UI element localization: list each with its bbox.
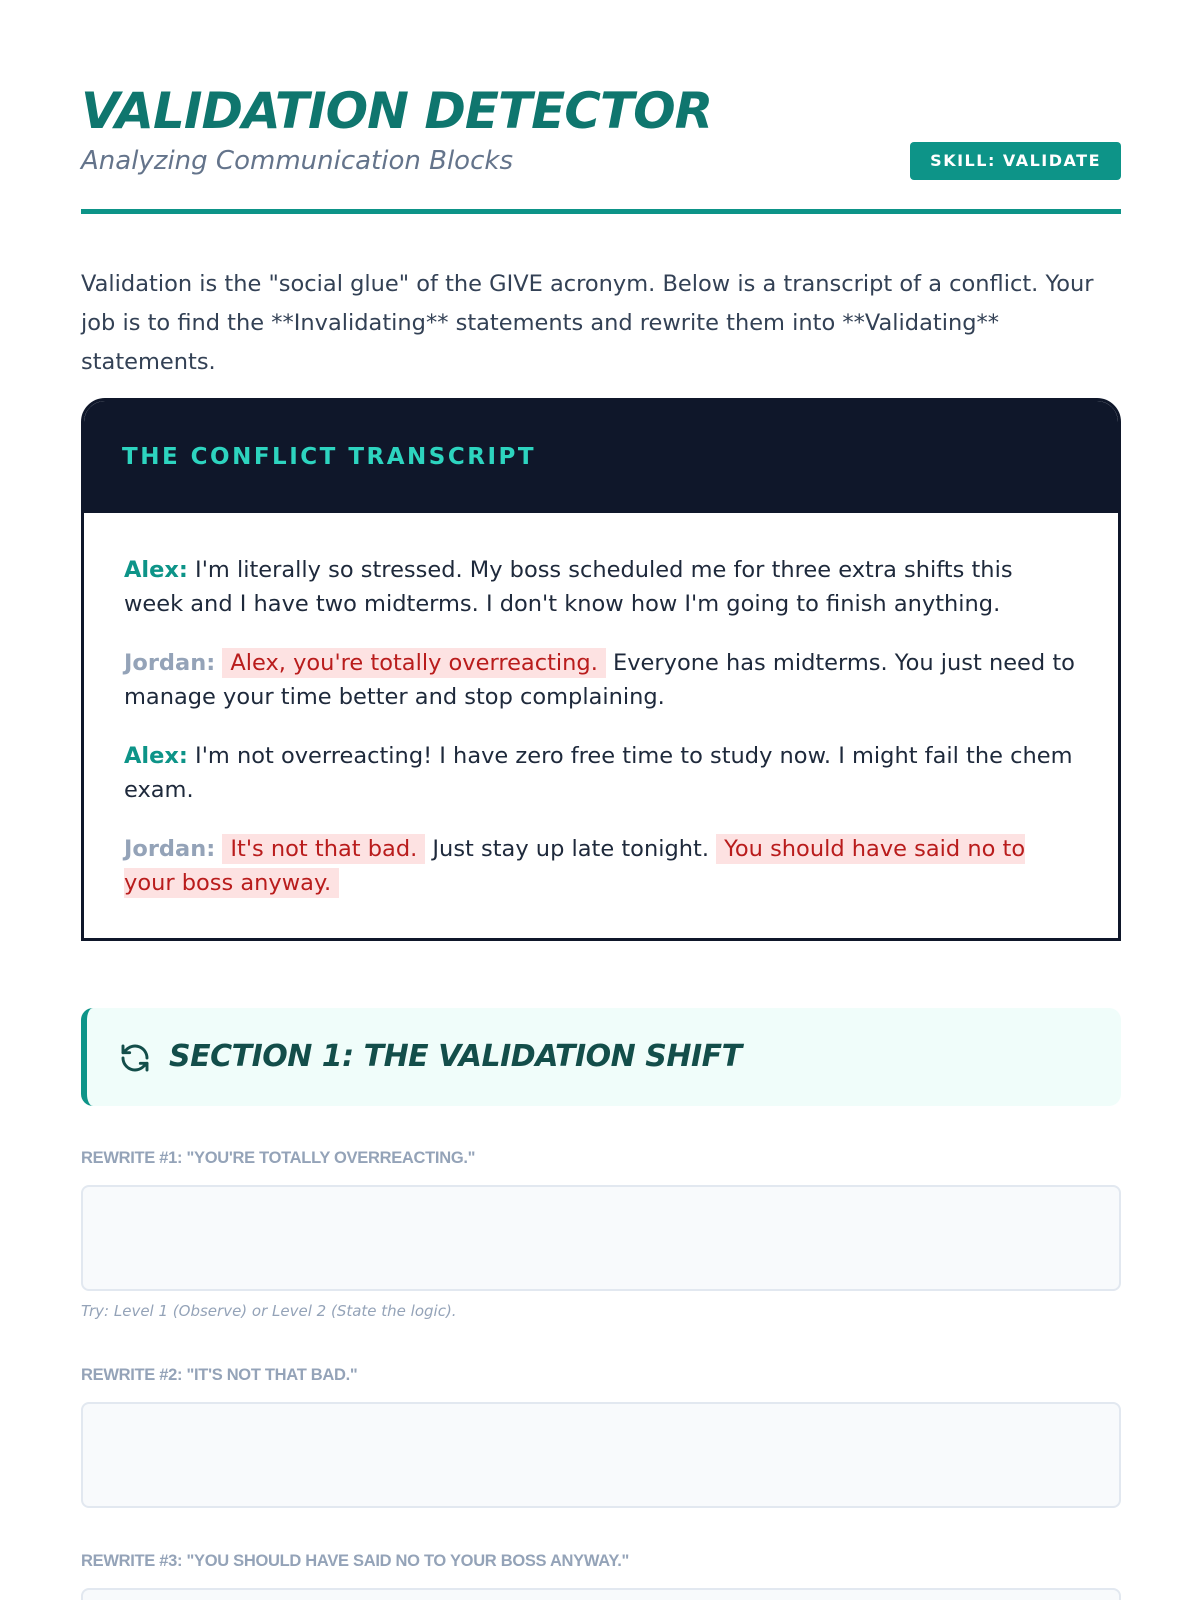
transcript-header bbox=[84, 401, 1118, 513]
line-text: Everyone has midterms. You just need to manage your time better and stop complaining. bbox=[124, 650, 1075, 710]
line-text: I'm literally so stressed. My boss scheduled me for three extra shifts this week and I have two midterms. I don't know how I'm going to finish anything. bbox=[124, 557, 1013, 617]
rewrite-1-input[interactable] bbox=[81, 1185, 1121, 1291]
section-title: SECTION 1: THE VALIDATION SHIFT bbox=[169, 1039, 742, 1074]
page-header bbox=[81, 0, 1121, 214]
rewrite-1-hint: Try: Level 1 (Observe) or Level 2 (State the logic). bbox=[81, 1302, 457, 1320]
skill-badge: SKILL: VALIDATE bbox=[910, 142, 1121, 180]
transcript-body bbox=[84, 513, 1118, 900]
rewrite-2-input[interactable] bbox=[81, 1402, 1121, 1508]
speaker-name: Alex: bbox=[124, 743, 188, 769]
invalidating-highlight[interactable]: It's not that bad. bbox=[222, 834, 425, 864]
transcript-line bbox=[124, 553, 1078, 621]
transcript-line bbox=[124, 832, 1078, 900]
transcript-title: THE CONFLICT TRANSCRIPT bbox=[122, 444, 537, 470]
transcript-card bbox=[81, 398, 1121, 941]
page-title: VALIDATION DETECTOR bbox=[81, 82, 713, 140]
invalidating-highlight[interactable]: You should have said no to your boss anyway. bbox=[124, 836, 1026, 896]
invalidating-highlight[interactable]: Alex, you're totally overreacting. bbox=[222, 648, 605, 678]
rewrite-1-label: REWRITE #1: "YOU'RE TOTALLY OVERREACTING." bbox=[81, 1149, 476, 1167]
rewrite-3-input[interactable] bbox=[81, 1588, 1121, 1600]
transcript-line bbox=[124, 646, 1078, 714]
line-text: I'm not overreacting! I have zero free time to study now. I might fail the chem exam. bbox=[124, 743, 1073, 803]
page-subtitle: Analyzing Communication Blocks bbox=[81, 146, 513, 176]
intro-text: Validation is the "social glue" of the GIVE acronym. Below is a transcript of a conflict. Your job is to find the **Invalidating** statements and rewrite them into **Validating** statements. bbox=[81, 271, 1094, 375]
rewrite-2-label: REWRITE #2: "IT'S NOT THAT BAD." bbox=[81, 1366, 358, 1384]
line-text: Just stay up late tonight. bbox=[425, 836, 717, 862]
refresh-icon bbox=[119, 1042, 151, 1074]
speaker-name: Jordan: bbox=[124, 836, 216, 862]
rewrite-3-label: REWRITE #3: "YOU SHOULD HAVE SAID NO TO YOUR BOSS ANYWAY." bbox=[81, 1552, 630, 1570]
speaker-name: Jordan: bbox=[124, 650, 216, 676]
worksheet-page bbox=[81, 0, 1121, 1570]
section-banner bbox=[81, 1008, 1121, 1106]
transcript-line bbox=[124, 739, 1078, 807]
speaker-name: Alex: bbox=[124, 557, 188, 583]
